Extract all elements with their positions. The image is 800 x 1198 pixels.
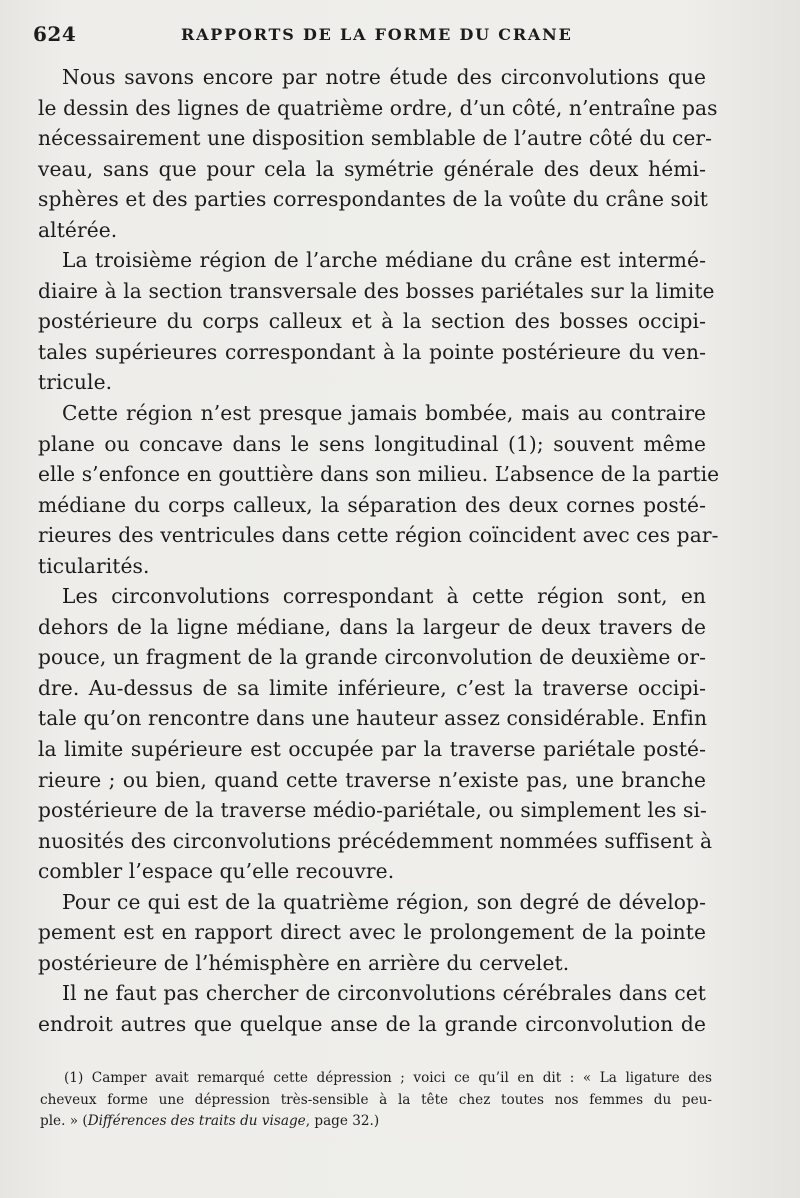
text-line: postérieure de l’hémisphère en arrière du cervelet. xyxy=(38,950,570,975)
text-line: tales supérieures correspondant à la pointe postérieure du ven- xyxy=(38,339,706,364)
footnote xyxy=(40,1068,712,1133)
page-number: 624 xyxy=(33,22,77,46)
text-line: médiane du corps calleux, la séparation des deux cornes posté- xyxy=(38,492,706,517)
text-line: tale qu’on rencontre dans une hauteur assez considérable. Enfin xyxy=(38,706,708,731)
text-line: Pour ce qui est de la quatrième région, son degré de dévelop- xyxy=(62,889,706,914)
footnote-line: cheveux forme une dépression très-sensible à la tête chez toutes nos femmes du peu- xyxy=(40,1091,712,1108)
body-text xyxy=(38,62,720,1040)
text-line: postérieure du corps calleux et à la section des bosses occipi- xyxy=(38,309,706,334)
footnote-line: (1) Camper avait remarqué cette dépression ; voici ce qu’il en dit : « La ligature des xyxy=(64,1070,712,1086)
footnote-line xyxy=(40,1111,712,1133)
text-line: ticularités. xyxy=(38,553,150,578)
text-line: Nous savons encore par notre étude des circonvolutions que xyxy=(62,65,706,89)
text-line: Cette région n’est presque jamais bombée, mais au contraire xyxy=(62,401,706,426)
text-line: le dessin des lignes de quatrième ordre, d’un côté, n’entraîne pas xyxy=(38,95,718,120)
text-line: Il ne faut pas chercher de circonvolutions cérébrales dans cet xyxy=(62,981,706,1006)
text-line: rieures des ventricules dans cette région coïncident avec ces par- xyxy=(38,523,719,548)
text-line: nécessairement une disposition semblable de l’autre côté du cer- xyxy=(38,126,713,151)
footnote-text: , page 32.) xyxy=(305,1113,380,1129)
text-line: Les circonvolutions correspondant à cette région sont, en xyxy=(62,584,706,609)
text-line: combler l’espace qu’elle recouvre. xyxy=(38,859,395,884)
text-line: La troisième région de l’arche médiane du crâne est intermé- xyxy=(62,248,706,273)
text-line: dehors de la ligne médiane, dans la largeur de deux travers de xyxy=(38,614,706,639)
text-line: diaire à la section transversale des bosses pariétales sur la limite xyxy=(38,278,715,303)
cited-work-title: Différences des traits du visage xyxy=(87,1113,306,1129)
text-line: altérée. xyxy=(38,217,118,242)
page-header xyxy=(33,22,713,52)
text-line: dre. Au-dessus de sa limite inférieure, c’est la traverse occipi- xyxy=(38,675,706,700)
footnote-text: ple. » ( xyxy=(40,1113,88,1129)
running-head: RAPPORTS DE LA FORME DU CRANE xyxy=(181,25,573,44)
text-line: pement est en rapport direct avec le prolongement de la pointe xyxy=(38,920,706,945)
text-line: sphères et des parties correspondantes de la voûte du crâne soit xyxy=(38,187,708,212)
text-line: endroit autres que quelque anse de la grande circonvolution de xyxy=(38,1011,706,1036)
text-line: elle s’enfonce en gouttière dans son milieu. L’absence de la partie xyxy=(38,462,720,487)
text-line: nuosités des circonvolutions précédemment nommées suffisent à xyxy=(38,828,713,853)
text-line: veau, sans que pour cela la symétrie générale des deux hémi- xyxy=(38,156,706,181)
text-line: la limite supérieure est occupée par la traverse pariétale posté- xyxy=(38,737,706,762)
text-line: rieure ; ou bien, quand cette traverse n’existe pas, une branche xyxy=(38,767,706,792)
text-line: postérieure de la traverse médio-pariétale, ou simplement les si- xyxy=(38,798,707,823)
text-line: tricule. xyxy=(38,370,113,395)
text-line: pouce, un fragment de la grande circonvolution de deuxième or- xyxy=(38,645,706,670)
text-line: plane ou concave dans le sens longitudinal (1); souvent même xyxy=(38,431,706,456)
